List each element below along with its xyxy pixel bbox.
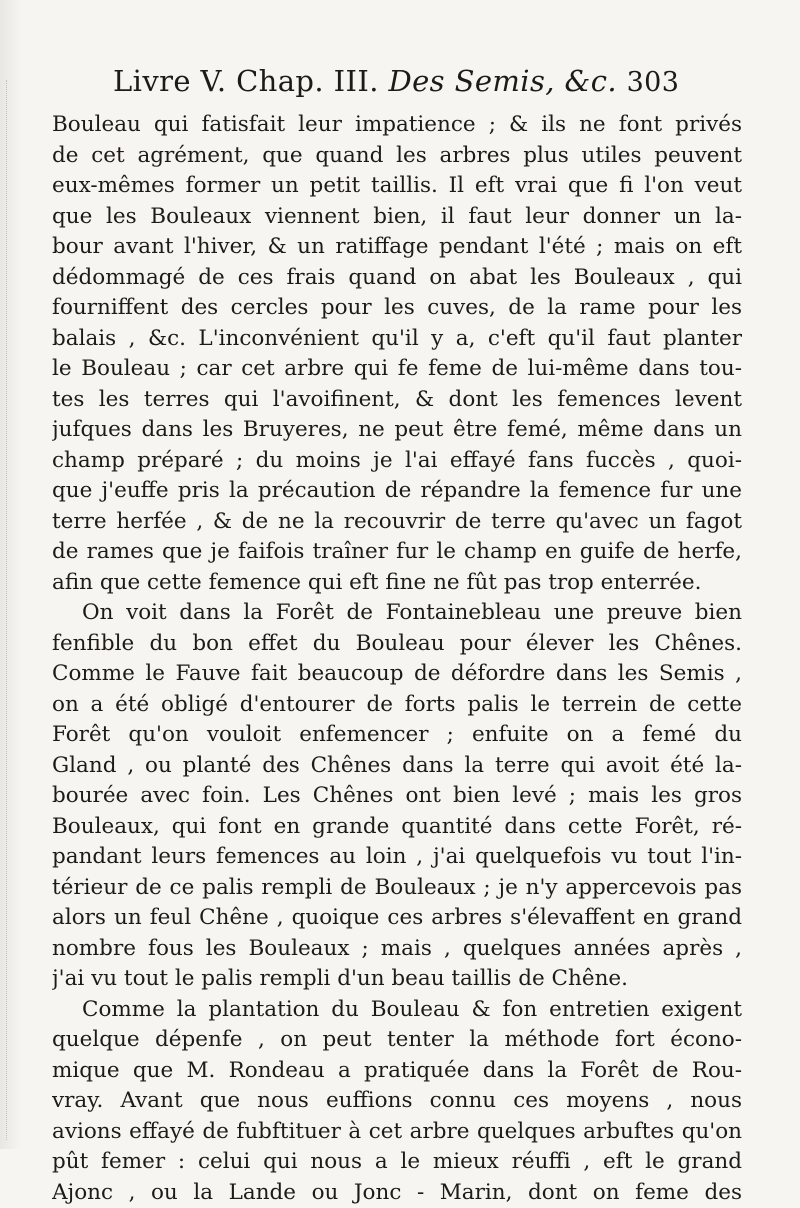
text-line: pandant leurs femences au loin , j'ai quelquefois vu tout l'in- [52,842,742,873]
text-line: on a été obligé d'entourer de forts palis le terrein de cette [52,690,742,721]
text-line: Ajonc , ou la Lande ou Jonc - Marin, dont on feme des [52,1178,742,1208]
paragraph-start: On voit dans la Forêt de Fontainebleau une preuve bien [52,598,742,629]
text-line: de cet agrément, que quand les arbres plus utiles peuvent [52,141,742,172]
header-title: Des Semis, &c. [388,64,617,98]
text-line: Comme le Fauve fait beaucoup de défordre dans les Semis , [52,659,742,690]
text-line: eux-mêmes former un petit taillis. Il eft vrai que fi l'on veut [52,171,742,202]
text-line: dédommagé de ces frais quand on abat les Bouleaux , qui [52,263,742,294]
text-line: vray. Avant que nous euffions connu ces moyens , nous [52,1086,742,1117]
text-line: Forêt qu'on vouloit enfemencer ; enfuite on a femé du [52,720,742,751]
text-line: quelque dépenfe , on peut tenter la méthode fort écono- [52,1025,742,1056]
text-line: térieur de ce palis rempli de Bouleaux ; je n'y appercevois pas [52,873,742,904]
text-line: tes les terres qui l'avoifinent, & dont les femences levent [52,385,742,416]
text-line: alors un feul Chêne , quoique ces arbres s'élevaffent en grand [52,903,742,934]
text-line: bour avant l'hiver, & un ratiffage pendant l'été ; mais on eft [52,232,742,263]
text-line: de rames que je faifois traîner fur le champ en guife de herfe, [52,537,742,568]
text-line: mique que M. Rondeau a pratiquée dans la Forêt de Rou- [52,1056,742,1087]
text-line: balais , &c. L'inconvénient qu'il y a, c'eft qu'il faut planter [52,324,742,355]
margin-marks [6,80,13,1140]
text-line: nombre fous les Bouleaux ; mais , quelques années après , [52,934,742,965]
text-line: Bouleau qui fatisfait leur impatience ; & ils ne font privés [52,110,742,141]
body-text [52,110,742,1208]
text-line: champ préparé ; du moins je l'ai effayé fans fuccès , quoi- [52,446,742,477]
text-line: que j'euffe pris la précaution de répandre la femence fur une [52,476,742,507]
header-livre: Livre V. [113,64,226,98]
text-line: terre herfée , & de ne la recouvrir de terre qu'avec un fagot [52,507,742,538]
text-line: Bouleaux, qui font en grande quantité dans cette Forêt, ré- [52,812,742,843]
text-line: bourée avec foin. Les Chênes ont bien levé ; mais les gros [52,781,742,812]
header-chap: Chap. III. [236,64,379,98]
running-header [113,64,713,108]
text-line: que les Bouleaux viennent bien, il faut leur donner un la- [52,202,742,233]
paragraph-start: Comme la plantation du Bouleau & fon entretien exigent [52,995,742,1026]
text-line: pût femer : celui qui nous a le mieux réuffi , eft le grand [52,1147,742,1178]
text-line: le Bouleau ; car cet arbre qui fe feme de lui-même dans tou- [52,354,742,385]
text-line: j'ai vu tout le palis rempli d'un beau taillis de Chêne. [52,964,742,995]
text-line: jufques dans les Bruyeres, ne peut être femé, même dans un [52,415,742,446]
text-line: Gland , ou planté des Chênes dans la terre qui avoit été la- [52,751,742,782]
text-line: afin que cette femence qui eft fine ne fût pas trop enterrée. [52,568,742,599]
text-line: avions effayé de fubftituer à cet arbre quelques arbuftes qu'on [52,1117,742,1148]
text-line: fenfible du bon effet du Bouleau pour élever les Chênes. [52,629,742,660]
text-line: fourniffent des cercles pour les cuves, de la rame pour les [52,293,742,324]
page-number: 303 [627,67,680,98]
